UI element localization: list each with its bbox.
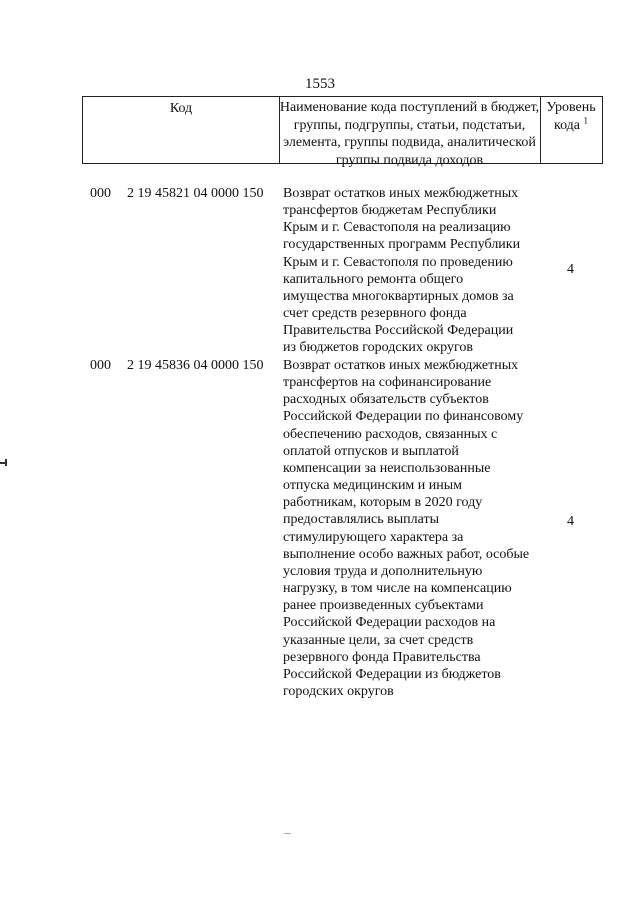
description-line: трансфертов на софинансирование: [283, 375, 492, 391]
header-level-label: [540, 97, 602, 135]
header-level-cell: [540, 97, 602, 163]
footnote-marker: 1: [583, 115, 589, 126]
header-code-cell: [83, 97, 280, 163]
description-line: Российской Федерации из бюджетов: [283, 666, 501, 682]
scan-speck: [284, 833, 291, 834]
header-level-line2: кода: [553, 118, 581, 133]
header-code-label: Код: [169, 101, 193, 116]
header-name-cell: [279, 97, 541, 168]
description-line: оплатой отпусков и выплатой: [283, 443, 459, 459]
description-line: стимулирующего характера за: [283, 529, 464, 545]
page-number: 1553: [305, 76, 335, 92]
description-line: Правительства Российской Федерации: [283, 323, 514, 339]
description-line: капитального ремонта общего: [283, 271, 464, 287]
description-line: Российской Федерации по финансовому: [283, 409, 524, 425]
description-line: указанные цели, за счет средств: [283, 632, 474, 648]
description-line: отпуска медицинским и иным: [283, 478, 463, 494]
description-line: выполнение особо важных работ, особые: [283, 546, 530, 562]
code-level: 4: [567, 262, 574, 277]
description-line: компенсации за неиспользованные: [283, 460, 491, 476]
description-line: счет средств резервного фонда: [283, 306, 467, 322]
description-line: Крым и г. Севастополя на реализацию: [283, 220, 511, 236]
description-line: трансфертов бюджетам Республики: [283, 203, 497, 219]
description-line: резервного фонда Правительства: [283, 649, 481, 665]
description-line: Российской Федерации расходов на: [283, 615, 496, 631]
description-line: Возврат остатков иных межбюджетных: [283, 358, 519, 373]
description-line: нагрузку, в том числе на компенсацию: [283, 581, 512, 597]
revenue-description: [283, 357, 534, 700]
description-line: Возврат остатков иных межбюджетных: [283, 186, 519, 201]
description-line: имущества многоквартирных домов за: [283, 288, 514, 304]
description-line: ранее произведенных субъектами: [283, 598, 484, 614]
revenue-code: 2 19 45821 04 0000 150: [127, 186, 264, 201]
description-line: работникам, которым в 2020 году: [283, 495, 483, 511]
revenue-description: [283, 185, 534, 357]
header-name-label: Наименование кода поступлений в бюджет, группы, подгруппы, статьи, подстатьи, элемента, группы подвида, аналитической группы подвида доходов: [279, 100, 540, 168]
revenue-code: 2 19 45836 04 0000 150: [127, 358, 264, 373]
table-header: [82, 96, 603, 168]
description-line: из бюджетов городских округов: [283, 340, 474, 356]
description-line: Крым и г. Севастополя по проведению: [283, 254, 513, 270]
margin-mark: [0, 459, 6, 466]
description-line: условия труда и дополнительную: [283, 563, 483, 579]
description-line: государственных программ Республики: [283, 237, 521, 253]
code-level: 4: [567, 514, 574, 529]
header-level-line1: Уровень: [546, 100, 596, 115]
description-line: расходных обязательств субъектов: [283, 392, 489, 408]
admin-code: 000: [90, 358, 111, 373]
description-line: предоставлялись выплаты: [283, 512, 440, 528]
description-line: обеспечению расходов, связанных с: [283, 426, 498, 442]
description-line: городских округов: [283, 683, 394, 699]
margin-mark-stroke: [5, 459, 7, 466]
admin-code: 000: [90, 186, 111, 201]
